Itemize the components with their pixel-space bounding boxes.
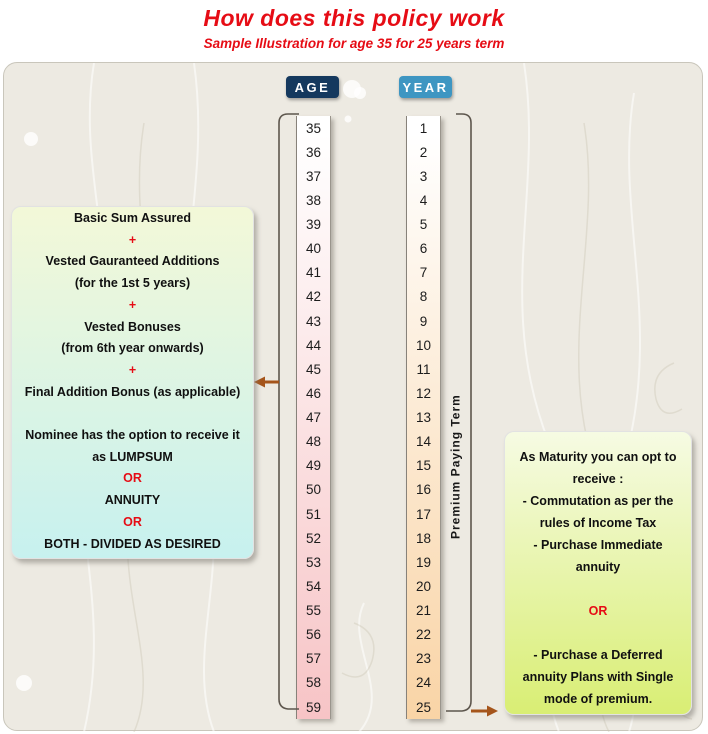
text-line	[511, 578, 685, 600]
year-cell: 17	[415, 506, 432, 522]
text-line: +	[128, 297, 137, 312]
text-line: rules of Income Tax	[539, 516, 657, 530]
text-line: Vested Gauranteed Additions	[45, 254, 220, 269]
year-cell: 9	[419, 313, 428, 329]
text-line: (from 6th year onwards)	[61, 341, 204, 356]
year-cell: 13	[415, 410, 432, 426]
age-cell: 56	[305, 627, 322, 643]
text-line: - Purchase a Deferred	[533, 648, 663, 662]
year-cell: 10	[415, 337, 432, 353]
text-line: receive :	[572, 472, 624, 486]
year-cell: 23	[415, 651, 432, 667]
age-cell: 44	[305, 337, 322, 353]
age-column-label: AGE	[294, 79, 331, 95]
text-line: Final Addition Bonus (as applicable)	[24, 384, 241, 399]
maturity-benefit-box	[504, 431, 692, 715]
text-line: Basic Sum Assured	[74, 211, 191, 225]
text-line: Nominee has the option to receive it	[25, 428, 240, 443]
year-cell: 1	[419, 120, 428, 136]
age-cell: 54	[305, 578, 322, 594]
page-title: How does this policy work	[203, 5, 505, 31]
age-cell: 38	[305, 192, 322, 208]
age-cell: 39	[305, 217, 322, 233]
age-cell: 45	[305, 361, 322, 377]
year-cell: 11	[416, 361, 431, 377]
year-cell: 19	[415, 554, 432, 570]
age-cell: 42	[305, 289, 322, 305]
year-cell: 5	[419, 217, 428, 233]
age-cell: 58	[305, 675, 322, 691]
age-cell: 57	[305, 651, 322, 667]
year-cell: 8	[419, 289, 428, 305]
age-column-values	[296, 116, 331, 719]
year-cell: 15	[415, 458, 432, 474]
text-line: - Purchase Immediate	[533, 538, 663, 552]
year-cell: 25	[415, 699, 432, 715]
year-column-header	[399, 76, 452, 98]
text-line	[511, 622, 685, 644]
age-column-header	[286, 76, 339, 98]
text-line: As Maturity you can opt to	[519, 450, 677, 464]
text-line: +	[128, 232, 137, 247]
text-line: as LUMPSUM	[92, 449, 173, 464]
age-cell: 36	[305, 144, 322, 160]
text-line: ANNUITY	[104, 493, 161, 508]
left-arrow-icon	[254, 377, 279, 388]
page-subtitle: Sample Illustration for age 35 for 25 years term	[203, 36, 505, 51]
age-cell: 48	[305, 434, 322, 450]
age-cell: 53	[305, 554, 322, 570]
premium-paying-term-label: Premium Paying Term	[448, 394, 463, 540]
text-line: OR	[123, 471, 142, 486]
year-column-label: YEAR	[402, 79, 449, 95]
text-line: annuity	[575, 560, 621, 574]
text-line: mode of premium.	[543, 692, 653, 706]
year-cell: 2	[419, 144, 428, 160]
year-cell: 14	[415, 434, 432, 450]
age-cell: 49	[305, 458, 322, 474]
text-line: Vested Bonuses	[84, 319, 181, 334]
age-cell: 40	[305, 241, 322, 257]
text-line: +	[128, 362, 137, 377]
text-line: OR	[588, 604, 608, 618]
age-cell: 52	[305, 530, 322, 546]
age-cell: 37	[305, 168, 322, 184]
age-cell: 59	[305, 699, 322, 715]
year-cell: 7	[419, 265, 428, 281]
age-cell: 46	[305, 385, 322, 401]
text-line: BOTH - DIVIDED AS DESIRED	[44, 536, 221, 551]
year-cell: 6	[419, 241, 428, 257]
death-benefit-box	[11, 206, 254, 559]
year-column-values	[406, 116, 441, 719]
year-cell: 18	[415, 530, 432, 546]
age-cell: 47	[305, 410, 322, 426]
year-cell: 16	[415, 482, 432, 498]
year-cell: 24	[415, 675, 432, 691]
year-cell: 3	[419, 168, 428, 184]
text-line: annuity Plans with Single	[522, 670, 674, 684]
age-cell: 55	[305, 603, 322, 619]
text-line: - Commutation as per the	[522, 494, 674, 508]
text-line: OR	[123, 514, 142, 529]
age-cell: 43	[305, 313, 322, 329]
age-cell: 35	[305, 120, 322, 136]
right-arrow-icon	[471, 706, 498, 717]
year-cell: 20	[415, 578, 432, 594]
illustration-panel	[3, 62, 703, 731]
year-cell: 21	[415, 603, 432, 619]
age-cell: 51	[305, 506, 322, 522]
age-cell: 41	[305, 265, 322, 281]
text-line	[12, 403, 253, 425]
year-cell: 4	[419, 192, 428, 208]
year-cell: 12	[415, 385, 432, 401]
text-line: (for the 1st 5 years)	[74, 276, 191, 291]
age-cell: 50	[305, 482, 322, 498]
year-cell: 22	[415, 627, 432, 643]
